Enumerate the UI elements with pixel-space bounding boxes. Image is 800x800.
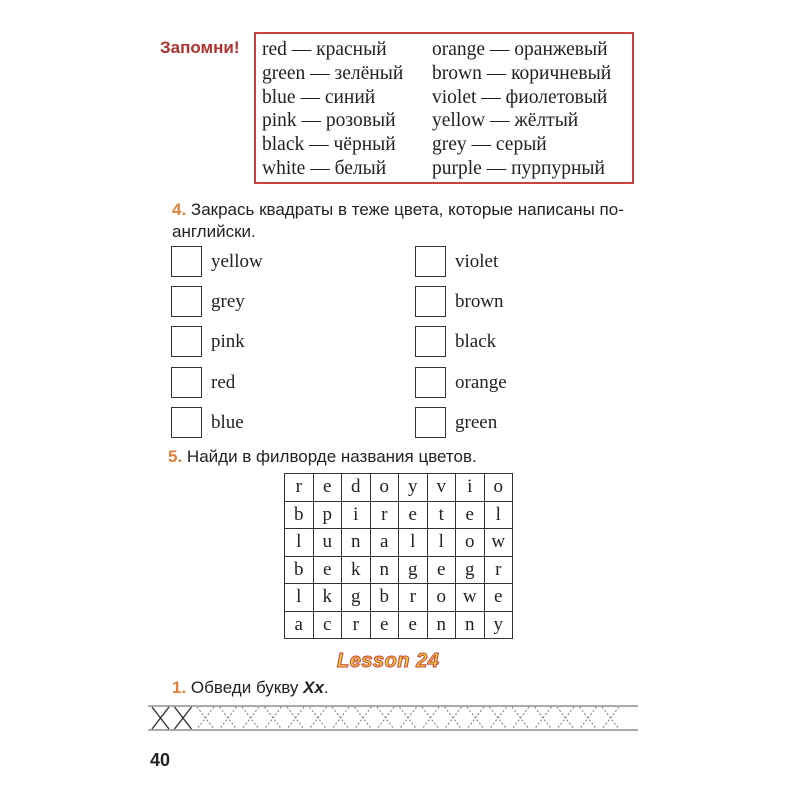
- color-square[interactable]: [171, 326, 202, 357]
- color-item-pink: [171, 326, 245, 357]
- color-square[interactable]: [415, 407, 446, 438]
- grid-cell[interactable]: g: [342, 584, 371, 612]
- vocab-entry: white — белый: [262, 157, 387, 179]
- task-text: Обведи букву: [190, 678, 304, 697]
- color-item-brown: [415, 286, 504, 317]
- color-square[interactable]: [415, 286, 446, 317]
- grid-cell[interactable]: e: [313, 474, 342, 502]
- vocab-entry: red — красный: [262, 39, 387, 60]
- grid-cell[interactable]: l: [399, 529, 428, 557]
- grid-cell[interactable]: k: [313, 584, 342, 612]
- grid-row: [285, 474, 513, 502]
- grid-cell[interactable]: e: [370, 611, 399, 639]
- grid-cell[interactable]: w: [456, 584, 485, 612]
- grid-cell[interactable]: e: [484, 584, 513, 612]
- color-word: brown: [455, 290, 504, 312]
- grid-row: [285, 529, 513, 557]
- task-number: 5.: [168, 447, 183, 466]
- trace-letter-group: [152, 707, 619, 729]
- grid-cell[interactable]: e: [313, 556, 342, 584]
- grid-cell[interactable]: o: [484, 474, 513, 502]
- color-square[interactable]: [171, 246, 202, 277]
- color-item-orange: [415, 367, 507, 398]
- grid-row: [285, 556, 513, 584]
- color-word: black: [455, 330, 497, 352]
- grid-cell[interactable]: w: [484, 529, 513, 557]
- vocab-entry: purple — пурпурный: [432, 157, 605, 179]
- color-square[interactable]: [415, 246, 446, 277]
- grid-cell[interactable]: t: [427, 501, 456, 529]
- grid-cell[interactable]: b: [285, 501, 314, 529]
- task-number: 4.: [172, 200, 187, 219]
- grid-cell[interactable]: e: [399, 501, 428, 529]
- grid-cell[interactable]: g: [399, 556, 428, 584]
- task-letter: Xx: [303, 678, 324, 697]
- grid-cell[interactable]: v: [427, 474, 456, 502]
- grid-cell[interactable]: o: [427, 584, 456, 612]
- lesson-title: Lesson 24: [337, 650, 440, 672]
- grid-cell[interactable]: l: [484, 501, 513, 529]
- grid-cell[interactable]: g: [456, 556, 485, 584]
- grid-cell[interactable]: d: [342, 474, 371, 502]
- grid-cell[interactable]: a: [370, 529, 399, 557]
- color-item-grey: [171, 286, 245, 317]
- task-text: Найди в филворде названия цветов.: [186, 447, 477, 466]
- grid-cell[interactable]: e: [427, 556, 456, 584]
- grid-cell[interactable]: r: [285, 474, 314, 502]
- color-word: grey: [211, 290, 245, 312]
- grid-cell[interactable]: b: [285, 556, 314, 584]
- vocab-entry: orange — оранжевый: [432, 39, 608, 60]
- vocab-entry: brown — коричневый: [432, 62, 612, 84]
- task-4-instruction: [172, 199, 642, 243]
- grid-cell[interactable]: o: [456, 529, 485, 557]
- vocab-entry: black — чёрный: [262, 134, 396, 156]
- grid-cell[interactable]: r: [370, 501, 399, 529]
- vocab-entry: yellow — жёлтый: [432, 110, 579, 132]
- grid-cell[interactable]: e: [399, 611, 428, 639]
- color-item-red: [171, 367, 235, 398]
- remember-label: Запомни!: [160, 38, 240, 57]
- color-word: violet: [455, 250, 499, 272]
- color-word: red: [211, 371, 236, 393]
- letter-tracing-line[interactable]: [148, 703, 638, 733]
- task-text: Закрась квадраты в теже цвета, которые написаны по-английски.: [172, 200, 624, 241]
- vocab-entry: blue — синий: [262, 86, 376, 108]
- vocab-column-right: [432, 38, 611, 181]
- grid-cell[interactable]: o: [370, 474, 399, 502]
- grid-cell[interactable]: y: [484, 611, 513, 639]
- task-5-instruction: [168, 447, 477, 467]
- grid-cell[interactable]: r: [342, 611, 371, 639]
- grid-cell[interactable]: r: [399, 584, 428, 612]
- task-number: 1.: [172, 678, 187, 697]
- color-square[interactable]: [415, 326, 446, 357]
- color-square[interactable]: [171, 286, 202, 317]
- grid-cell[interactable]: l: [285, 529, 314, 557]
- grid-cell[interactable]: n: [342, 529, 371, 557]
- grid-cell[interactable]: l: [427, 529, 456, 557]
- vocabulary-box: [254, 32, 634, 184]
- grid-cell[interactable]: e: [456, 501, 485, 529]
- color-item-yellow: [171, 246, 263, 277]
- grid-row: [285, 584, 513, 612]
- grid-row: [285, 501, 513, 529]
- color-word: yellow: [211, 250, 263, 272]
- color-word: orange: [455, 371, 507, 393]
- color-square[interactable]: [171, 367, 202, 398]
- grid-cell[interactable]: n: [427, 611, 456, 639]
- grid-cell[interactable]: l: [285, 584, 314, 612]
- color-item-blue: [171, 407, 244, 438]
- vocab-entry: violet — фиолетовый: [432, 86, 608, 108]
- grid-row: [285, 611, 513, 639]
- grid-cell[interactable]: i: [456, 474, 485, 502]
- vocab-column-left: [262, 38, 403, 181]
- grid-cell[interactable]: n: [456, 611, 485, 639]
- grid-cell[interactable]: p: [313, 501, 342, 529]
- vocab-entry: pink — розовый: [262, 110, 396, 132]
- color-word: blue: [211, 411, 244, 433]
- grid-cell[interactable]: n: [370, 556, 399, 584]
- grid-cell[interactable]: y: [399, 474, 428, 502]
- vocab-entry: green — зелёный: [262, 62, 404, 84]
- task-text-end: .: [323, 678, 329, 697]
- color-word: green: [455, 411, 498, 433]
- grid-cell[interactable]: a: [285, 611, 314, 639]
- color-word: pink: [211, 330, 245, 352]
- grid-cell[interactable]: c: [313, 611, 342, 639]
- lesson-task-1-instruction: [172, 678, 329, 698]
- grid-cell[interactable]: b: [370, 584, 399, 612]
- color-square[interactable]: [415, 367, 446, 398]
- color-item-violet: [415, 246, 498, 277]
- color-item-black: [415, 326, 496, 357]
- grid-cell[interactable]: k: [342, 556, 371, 584]
- grid-cell[interactable]: r: [484, 556, 513, 584]
- color-square[interactable]: [171, 407, 202, 438]
- page-number: 40: [150, 750, 171, 770]
- grid-cell[interactable]: u: [313, 529, 342, 557]
- color-item-green: [415, 407, 497, 438]
- vocab-entry: grey — серый: [432, 134, 547, 156]
- grid-cell[interactable]: i: [342, 501, 371, 529]
- word-search-grid: [284, 473, 513, 639]
